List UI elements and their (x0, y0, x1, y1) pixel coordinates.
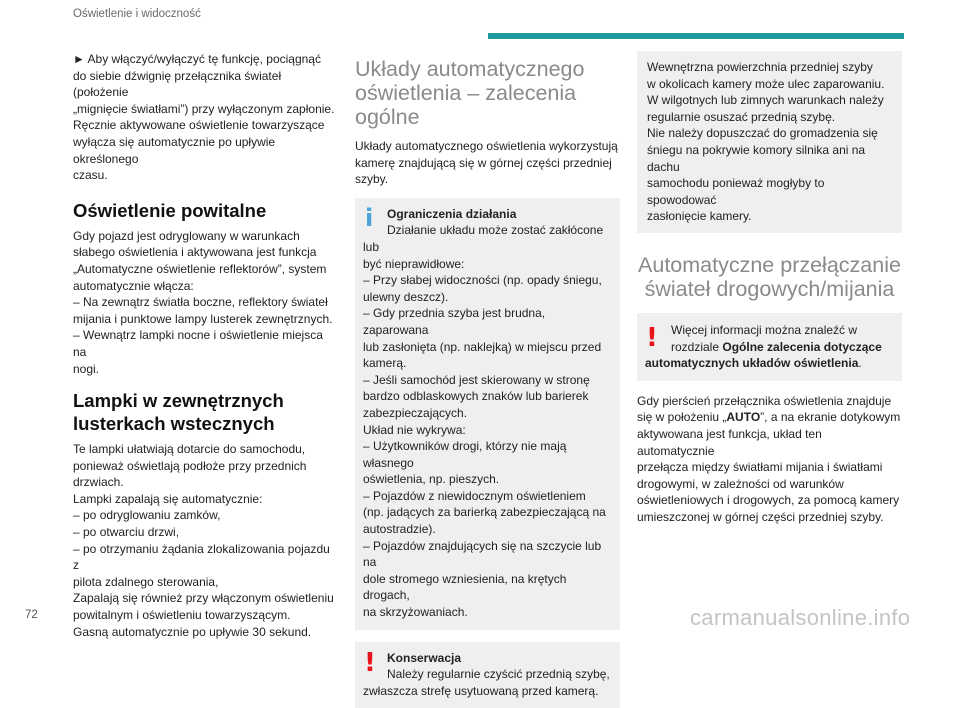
camera-fog-box (637, 51, 902, 233)
header-accent-bar (488, 33, 904, 39)
maintenance-warning-box (355, 642, 620, 708)
warning-prefix: rozdziale (671, 339, 723, 354)
auto-high-beam-text (637, 393, 902, 526)
mirror-lamps-text: Te lampki ułatwiają dotarcie do samochodu, ponieważ oświetlają podłoże przy przednich drzwiach. Lampki zapalają się automatycznie: – po odryglowaniu zamków, – po otwarciu drzwi, – po otrzymaniu żądania zlokalizowania pojazdu z pilota zdalnego sterowania, Zapalają się również przy włączonym oświetleniu powitalnym i oświetleniu towarzyszącym. Gasną automatycznie po upływie 30 sekund. (73, 442, 334, 639)
warning-bold-1: Ogólne zalecenia dotyczące (722, 339, 882, 354)
limits-text: Działanie układu może zostać zakłócone lub być nieprawidłowe: – Przy słabej widoczności (np. opady śniegu, ulewny deszcz). – Gdy przednia szyba jest brudna, zaparowana lub zasłonięta (np. naklejką) w miejscu przed kamerą. – Jeśli samochód jest skierowany w stronę bardzo odblaskowych znaków lub barierek zabezpieczających. Układ nie wykrywa: – Użytkowników drogi, którzy nie mają własnego oświetlenia, np. pieszych. – Pojazdów z niewidocznym oświetleniem (np. jadących za barierką zabezpieczającą na autostradzie). – Pojazdów znajdujących się na szczycie lub na dole stromego wzniesienia, na krętych drogach, na skrzyżowaniach. (363, 223, 606, 620)
warning-line-2 (645, 339, 894, 356)
auto-text-bold: AUTO (726, 410, 761, 425)
column-2 (355, 51, 620, 708)
camera-fog-text: Wewnętrzna powierzchnia przedniej szyby w okolicach kamery może ulec zaparowaniu. W wilgotnych lub zimnych warunkach należy regularnie osuszać przednią szybę. Nie należy dopuszczać do gromadzenia się śniegu na pokrywie komory silnika ani na dachu samochodu ponieważ mogłyby to spowodować zasłonięcie kamery. (647, 60, 885, 224)
auto-lighting-text: Układy automatycznego oświetlenia wykorzystują kamerę znajdującą się w górnej części przedniej szyby. (355, 139, 618, 187)
welcome-lighting-heading: Oświetlenie powitalne (73, 199, 267, 221)
auto-lighting-heading: Układy automatycznego oświetlenia – zalecenia ogólne (355, 57, 585, 129)
warning-icon: ! (364, 647, 376, 678)
watermark: carmanualsonline.info (690, 605, 911, 630)
limits-title: Ograniczenia działania (387, 206, 517, 221)
maintenance-text: Należy regularnie czyścić przednią szybę, zwłaszcza strefę usytuowaną przed kamerą. (363, 667, 610, 698)
maintenance-title: Konserwacja (387, 650, 462, 665)
warning-bold-2: automatycznych układów oświetlenia (645, 356, 859, 371)
warning-icon: ! (646, 322, 658, 353)
column-3 (637, 51, 902, 525)
mirror-lamps-heading: Lampki w zewnętrznych lusterkach wstecznych (73, 390, 284, 435)
limits-info-box (355, 198, 620, 630)
auto-high-beam-heading: Automatyczne przełączanie świateł drogowych/mijania (638, 252, 901, 301)
intro-paragraph: ► Aby włączyć/wyłączyć tę funkcję, pociągnąć do siebie dźwignię przełącznika świateł (położenie „mignięcie światłami”) przy wyłączonym zapłonie. Ręcznie aktywowane oświetlenie towarzyszące wyłącza się automatycznie po upływie określonego czasu. (73, 52, 335, 183)
page-number: 72 (25, 609, 38, 621)
warning-line-1: Więcej informacji można znaleźć w (671, 322, 858, 337)
warning-line-3 (645, 355, 894, 372)
warning-suffix: . (858, 356, 862, 371)
info-icon: i (365, 203, 374, 232)
welcome-lighting-text: Gdy pojazd jest odryglowany w warunkach słabego oświetlenia i aktywowana jest funkcja „Automatyczne oświetlenie reflektorów”, system automatycznie włącza: – Na zewnątrz światła boczne, reflektory świateł mijania i punktowe lampy lusterek zewnętrznych. – Wewnątrz lampki nocne i oświetlenie miejsca na nogi. (73, 228, 333, 376)
column-1 (73, 51, 335, 640)
auto-text-pre: Gdy pierścień przełącznika oświetlenia znajduje się w położeniu „ (637, 393, 892, 425)
header-title: Oświetlenie i widoczność (73, 8, 201, 20)
more-info-warning-box (637, 313, 902, 381)
auto-text-post: ”, a na ekranie dotykowym aktywowana jest funkcja, układ ten automatycznie przełącza między światłami mijania i światłami drogowymi, w zależności od warunków oświetleniowych i drogowych, za pomocą kamery umieszczonej w górnej części przedniej szyby. (637, 410, 901, 524)
